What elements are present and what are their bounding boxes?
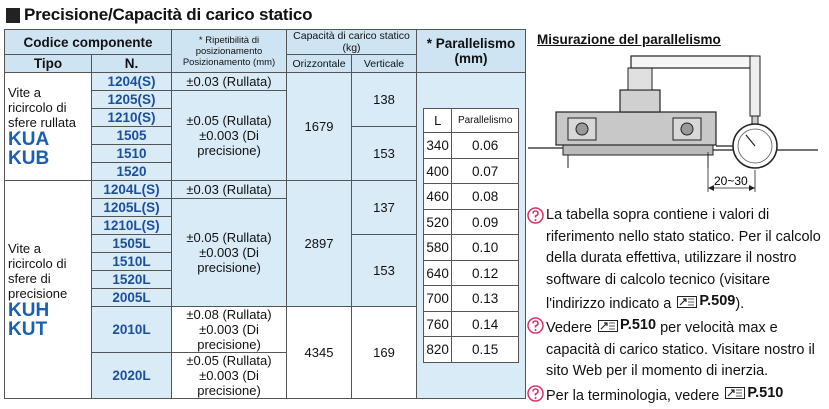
code-cell: 1510L (92, 253, 172, 271)
code-cell: 1210L(S) (92, 217, 172, 235)
code-cell: 1204(S) (92, 73, 172, 91)
series-kuh: KUH (8, 299, 50, 321)
parallel-value: 0.06 (452, 133, 519, 159)
verticale-cell: 153 (352, 127, 417, 181)
verticale-cell: 138 (352, 73, 417, 127)
parallel-value: 0.14 (452, 311, 519, 337)
parallel-l: 400 (424, 158, 452, 184)
page-ref-icon (598, 320, 618, 332)
page-ref-509[interactable] (675, 291, 735, 313)
note-1-text: La tabella sopra contiene i valori di riferimento nello stato statico. Per il calcolo della durata effettiva, utilizzare il nostro software di calcolo tecnico (visitare l'indirizzo indicato a (546, 207, 821, 312)
header-precision: * Ripetibilità di posizionamento Posizionamento (mm) (172, 30, 287, 73)
parallel-l: 760 (424, 311, 452, 337)
tipo-precisione-text: Vite a ricircolo di sfere di precisione (8, 240, 68, 301)
parallel-header-l: L (424, 109, 452, 133)
code-cell: 1205L(S) (92, 199, 172, 217)
code-cell: 1510 (92, 145, 172, 163)
parallel-l: 460 (424, 184, 452, 210)
parallel-value: 0.07 (452, 158, 519, 184)
page-ref-text: P.510 (747, 384, 784, 401)
series-kua: KUA (8, 129, 50, 150)
note-2 (527, 315, 827, 382)
code-cell: 1210(S) (92, 109, 172, 127)
precision-cell: ±0.05 (Rullata) ±0.003 (Di precisione) (172, 199, 287, 307)
code-cell: 1520L (92, 271, 172, 289)
series-kut: KUT (8, 318, 48, 340)
note-1-end: ). (735, 295, 745, 312)
parallel-l: 340 (424, 133, 452, 159)
info-icon (527, 317, 544, 334)
spec-table (4, 29, 526, 399)
code-cell: 1205(S) (92, 91, 172, 109)
parallel-cell (417, 73, 526, 399)
code-cell: 1204L(S) (92, 181, 172, 199)
header-parallel: * Parallelismo (mm) (417, 30, 526, 73)
parallel-value: 0.13 (452, 286, 519, 312)
title-square-icon (6, 8, 20, 23)
parallel-value: 0.15 (452, 337, 519, 363)
page-ref-510[interactable] (596, 315, 656, 337)
verticale-cell: 153 (352, 235, 417, 307)
precision-cell: ±0.03 (Rullata) (172, 73, 287, 91)
parallel-l: 700 (424, 286, 452, 312)
precision-cell: ±0.08 (Rullata) ±0.003 (Di precisione) (172, 307, 287, 353)
info-icon (527, 207, 544, 224)
info-icon (527, 385, 544, 402)
notes (527, 205, 827, 407)
note-1 (527, 205, 827, 315)
code-cell: 1520 (92, 163, 172, 181)
tipo-precisione (5, 181, 92, 399)
orizzontale-cell: 1679 (287, 73, 352, 181)
orizzontale-cell: 4345 (287, 307, 352, 399)
code-cell: 2010L (92, 307, 172, 353)
precision-cell: ±0.05 (Rullata) ±0.003 (Di precisione) (172, 353, 287, 399)
page-ref-510-b[interactable] (723, 383, 783, 405)
tipo-rullata-text: Vite a ricircolo di sfere rullata (8, 85, 76, 130)
parallel-value: 0.08 (452, 184, 519, 210)
diagram-title: Misurazione del parallelismo (537, 32, 721, 47)
orizzontale-cell: 2897 (287, 181, 352, 307)
tipo-rullata (5, 73, 92, 181)
parallel-l: 580 (424, 235, 452, 261)
page-ref-text: P.510 (620, 317, 657, 334)
code-cell: 2020L (92, 353, 172, 399)
parallel-header-value: Parallelismo (452, 109, 519, 133)
header-orizzontale: Orizzontale (287, 55, 352, 73)
precision-cell: ±0.05 (Rullata) ±0.003 (Di precisione) (172, 91, 287, 181)
parallel-value: 0.10 (452, 235, 519, 261)
precision-cell: ±0.03 (Rullata) (172, 181, 287, 199)
parallelism-diagram (528, 50, 818, 200)
header-n: N. (92, 55, 172, 73)
page-ref-text: P.509 (699, 293, 736, 309)
parallel-table (423, 108, 519, 363)
header-codice: Codice componente (5, 30, 172, 55)
note-3 (527, 383, 827, 407)
header-verticale: Verticale (352, 55, 417, 73)
section-title (6, 4, 312, 26)
verticale-cell: 137 (352, 181, 417, 235)
section-title-text: Precisione/Capacità di carico statico (24, 5, 313, 24)
code-cell: 1505 (92, 127, 172, 145)
code-cell: 1505L (92, 235, 172, 253)
note-2-post: per velocità max e capacità di carico statico. Visitare nostro il sito Web per il momento di inerzia. (546, 320, 815, 379)
page-ref-icon (725, 387, 745, 399)
dimension-label: 20~30 (714, 174, 748, 188)
verticale-cell: 169 (352, 307, 417, 399)
series-kub: KUB (8, 148, 50, 169)
note-2-pre: Vedere (546, 320, 592, 336)
parallel-l: 820 (424, 337, 452, 363)
page-ref-icon (677, 296, 697, 308)
note-3-pre: Per la terminologia, vedere (546, 387, 720, 404)
code-cell: 2005L (92, 289, 172, 307)
parallel-value: 0.12 (452, 260, 519, 286)
parallel-l: 640 (424, 260, 452, 286)
header-capacity: Capacità di carico statico (kg) (287, 30, 417, 55)
header-tipo: Tipo (5, 55, 92, 73)
parallel-l: 520 (424, 209, 452, 235)
parallel-value: 0.09 (452, 209, 519, 235)
